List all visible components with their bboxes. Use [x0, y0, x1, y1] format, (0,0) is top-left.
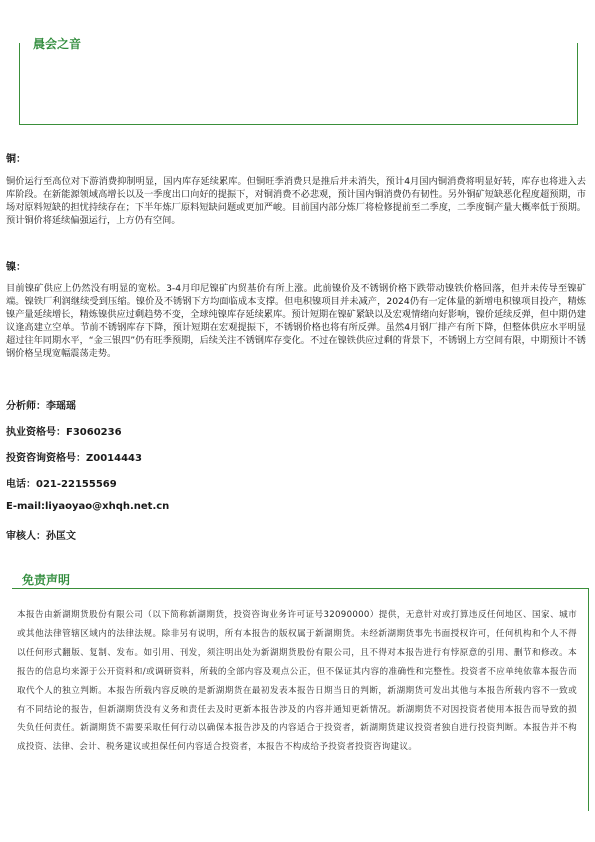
morning-section-frame: [19, 43, 578, 125]
disclaimer-title: 免责声明: [22, 573, 71, 587]
analyst-phone: 电话：021-22155569: [6, 479, 117, 490]
copper-heading: 铜：: [6, 154, 26, 165]
reviewer-name: 审核人：孙匡文: [6, 531, 76, 542]
disclaimer-text: 本报告由新湖期货股份有限公司（以下简称新湖期货，投资咨询业务许可证号32090000）提供，无意针对或打算违反任何地区、国家、城市或其他法律管辖区域内的法律法规。除非另有说明，所有本报告的版权属于新湖期货。未经新湖期货事先书面授权许可，任何机构和个人不得以任何形式翻版、复制、发布。如引用、刊发，须注明出处为新湖期货股份有限公司，且不得对本报告进行有悖原意的引用、删节和修改。本报告的信息均来源于公开资料和/或调研资料，所载的全部内容及观点公正，但不保证其内容的准确性和完整性。投资者不应单纯依靠本报告而取代个人的独立判断。本报告所载内容反映的是新湖期货在最初发表本报告日期当日的判断，新湖期货可发出其他与本报告所载内容不一致或有不同结论的报告，但新湖期货没有义务和责任去及时更新本报告涉及的内容并通知更新情况。新湖期货不对因投资者使用本报告而导致的损失负任何责任。新湖期货不需要采取任何行动以确保本报告涉及的内容适合于投资者，新湖期货建议投资者独自进行投资判断。本报告并不构成投资、法律、会计、税务建议或担保任何内容适合投资者，本报告不构成给予投资者投资咨询建议。: [17, 610, 577, 753]
analyst-license: 执业资格号：F3060236: [6, 427, 122, 438]
analyst-email: E-mail:liyaoyao@xhqh.net.cn: [6, 501, 170, 512]
analyst-consult-license: 投资咨询资格号：Z0014443: [6, 453, 142, 464]
morning-section-title: 晨会之音: [33, 37, 82, 51]
nickel-paragraph: 目前镍矿供应上仍然没有明显的宽松。3-4月印尼镍矿内贸基价有所上涨。此前镍价及不锈钢价格下跌带动镍铁价格回落，但并未传导至镍矿端。镍铁厂利润继续受到压缩。镍价及不锈钢下方均面临成本支撑。但电积镍项目并未减产，2024仍有一定体量的新增电积镍项目投产，精炼镍产量延续增长，精炼镍供应过剩趋势不变，全球纯镍库存延续累库。预计短期在镍矿紧缺以及宏观情绪向好影响，镍价延续反弹，但中期仍建议逢高建立空单。节前不锈钢库存下降，预计短期在宏观提振下，不锈钢价格也将有所反弹。虽然4月钢厂排产有所下降，但整体供应水平明显超过往年同期水平，“金三银四”仍有旺季预期，后续关注不锈钢库存变化。不过在镍铁供应过剩的背景下，不锈钢上方空间有限，中期预计不锈钢价格呈现宽幅震荡走势。: [6, 283, 586, 359]
copper-paragraph: 铜价运行至高位对下游消费抑制明显，国内库存延续累库。但铜旺季消费只是推后并未消失，预计4月国内铜消费将明显好转，库存也将进入去库阶段。在新能源领域高增长以及一季度出口向好的提振下，对铜消费不必悲观，预计国内铜消费仍有韧性。另外铜矿短缺恶化程度超预期，市场对原料短缺的担忧持续存在；下半年炼厂原料短缺问题或更加严峻。目前国内部分炼厂将检修提前至二季度，二季度铜产量大概率低于预期。预计铜价将延续偏强运行，上方仍有空间。: [6, 176, 586, 226]
nickel-heading: 镍：: [6, 262, 26, 273]
analyst-name: 分析师：李瑶瑶: [6, 401, 76, 412]
